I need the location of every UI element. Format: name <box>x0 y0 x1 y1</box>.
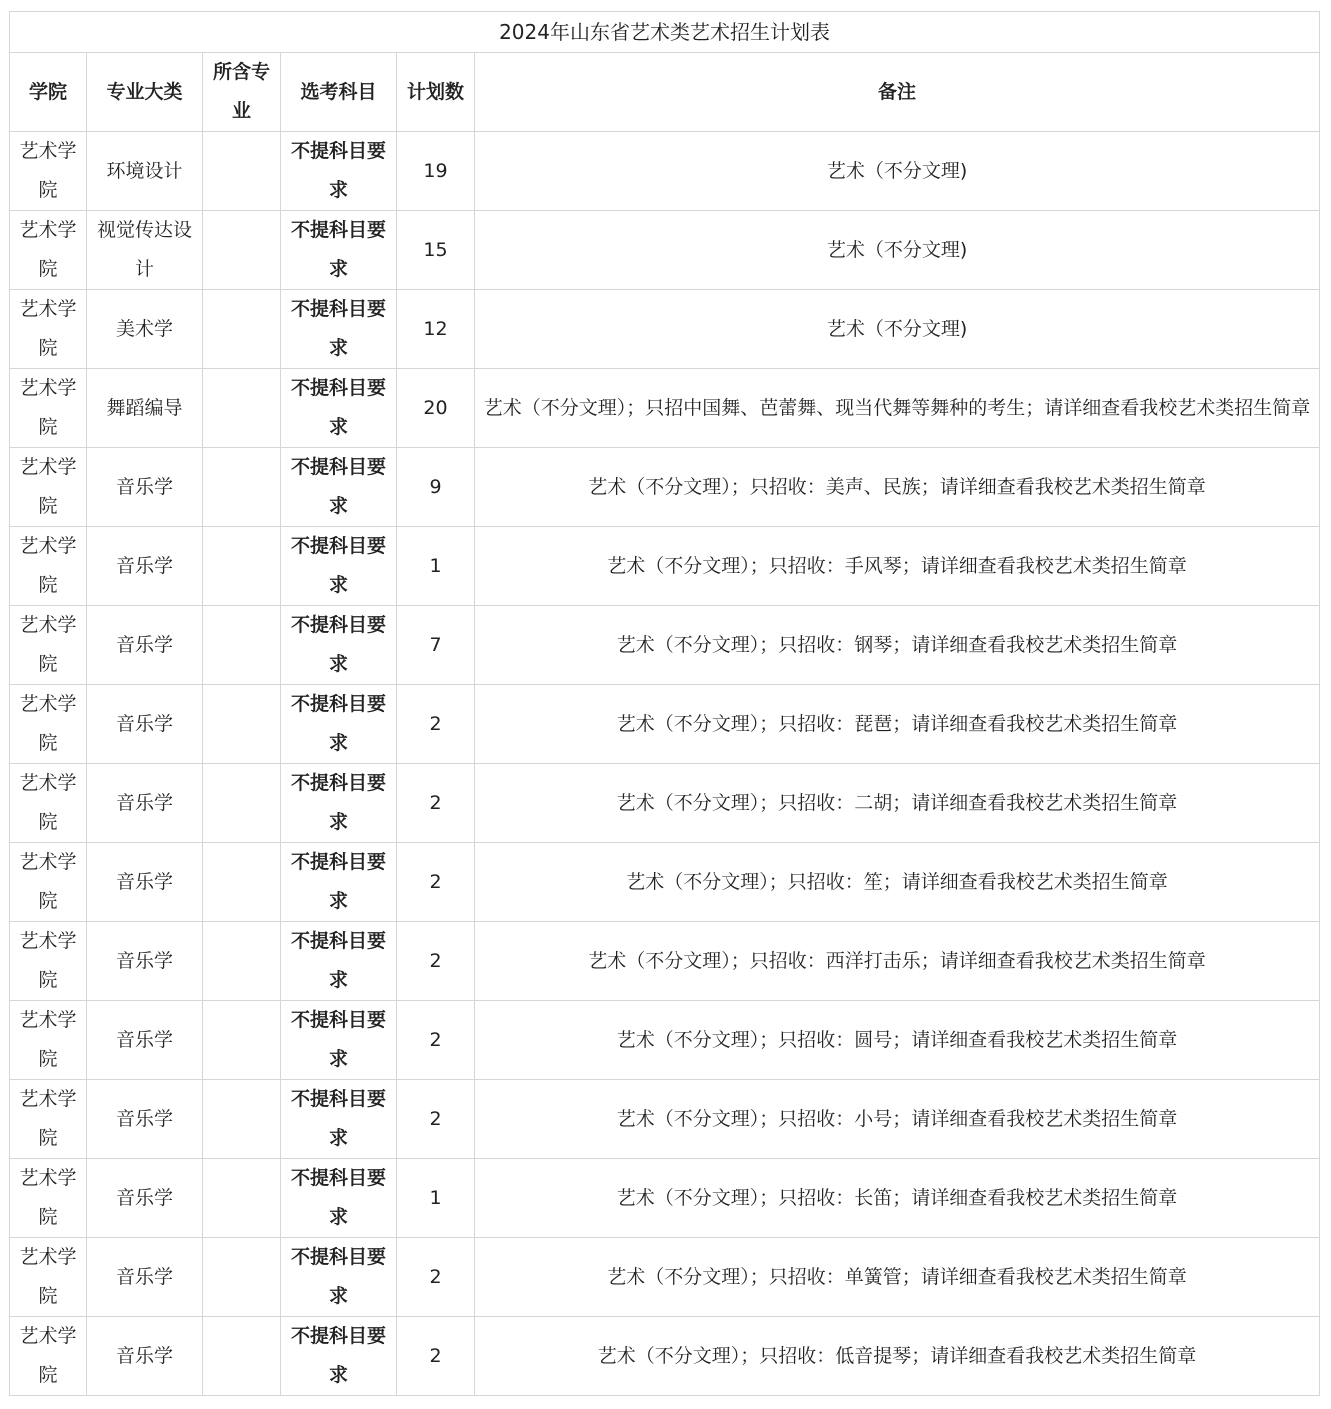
cell-major-category: 美术学 <box>87 290 203 369</box>
cell-major-category: 音乐学 <box>87 1080 203 1159</box>
cell-plan-count: 15 <box>397 211 475 290</box>
cell-notes: 艺术（不分文理）；只招收：笙；请详细查看我校艺术类招生简章 <box>475 843 1320 922</box>
cell-exam-subjects: 不提科目要求 <box>281 843 397 922</box>
cell-notes: 艺术（不分文理）；只招收：美声、民族；请详细查看我校艺术类招生简章 <box>475 448 1320 527</box>
cell-plan-count: 2 <box>397 1080 475 1159</box>
table-row <box>10 1317 1320 1396</box>
cell-notes: 艺术（不分文理) <box>475 132 1320 211</box>
cell-plan-count: 2 <box>397 843 475 922</box>
cell-exam-subjects: 不提科目要求 <box>281 922 397 1001</box>
cell-college: 艺术学院 <box>10 290 87 369</box>
cell-exam-subjects: 不提科目要求 <box>281 448 397 527</box>
cell-plan-count: 7 <box>397 606 475 685</box>
cell-notes: 艺术（不分文理）；只招收：西洋打击乐；请详细查看我校艺术类招生简章 <box>475 922 1320 1001</box>
cell-major-category: 音乐学 <box>87 1001 203 1080</box>
table-row <box>10 685 1320 764</box>
table-row <box>10 1080 1320 1159</box>
enrollment-plan-table <box>9 11 1320 1396</box>
cell-college: 艺术学院 <box>10 527 87 606</box>
cell-included-majors <box>203 290 281 369</box>
cell-notes: 艺术（不分文理）；只招收：单簧管；请详细查看我校艺术类招生简章 <box>475 1238 1320 1317</box>
cell-major-category: 视觉传达设计 <box>87 211 203 290</box>
cell-included-majors <box>203 369 281 448</box>
cell-notes: 艺术（不分文理）；只招收：手风琴；请详细查看我校艺术类招生简章 <box>475 527 1320 606</box>
cell-major-category: 音乐学 <box>87 606 203 685</box>
table-row <box>10 448 1320 527</box>
cell-plan-count: 2 <box>397 764 475 843</box>
cell-major-category: 音乐学 <box>87 764 203 843</box>
cell-plan-count: 9 <box>397 448 475 527</box>
header-included-majors: 所含专业 <box>203 53 281 132</box>
cell-included-majors <box>203 922 281 1001</box>
cell-major-category: 音乐学 <box>87 1238 203 1317</box>
cell-college: 艺术学院 <box>10 606 87 685</box>
cell-college: 艺术学院 <box>10 843 87 922</box>
cell-plan-count: 2 <box>397 1317 475 1396</box>
cell-exam-subjects: 不提科目要求 <box>281 1159 397 1238</box>
cell-notes: 艺术（不分文理）；只招收：低音提琴；请详细查看我校艺术类招生简章 <box>475 1317 1320 1396</box>
cell-major-category: 音乐学 <box>87 1159 203 1238</box>
cell-notes: 艺术（不分文理) <box>475 290 1320 369</box>
cell-exam-subjects: 不提科目要求 <box>281 527 397 606</box>
table-row <box>10 606 1320 685</box>
cell-college: 艺术学院 <box>10 1001 87 1080</box>
table-title-row <box>10 12 1320 53</box>
cell-college: 艺术学院 <box>10 685 87 764</box>
cell-notes: 艺术（不分文理）；只招收：圆号；请详细查看我校艺术类招生简章 <box>475 1001 1320 1080</box>
cell-exam-subjects: 不提科目要求 <box>281 764 397 843</box>
cell-plan-count: 2 <box>397 1001 475 1080</box>
cell-college: 艺术学院 <box>10 132 87 211</box>
cell-exam-subjects: 不提科目要求 <box>281 132 397 211</box>
cell-included-majors <box>203 1159 281 1238</box>
enrollment-plan-table-container <box>9 11 1319 1396</box>
table-row <box>10 922 1320 1001</box>
cell-plan-count: 1 <box>397 1159 475 1238</box>
cell-major-category: 音乐学 <box>87 922 203 1001</box>
cell-college: 艺术学院 <box>10 1238 87 1317</box>
table-row <box>10 1238 1320 1317</box>
cell-exam-subjects: 不提科目要求 <box>281 1238 397 1317</box>
table-row <box>10 1159 1320 1238</box>
cell-included-majors <box>203 132 281 211</box>
cell-included-majors <box>203 1001 281 1080</box>
table-row <box>10 132 1320 211</box>
cell-included-majors <box>203 1238 281 1317</box>
cell-major-category: 音乐学 <box>87 527 203 606</box>
table-row <box>10 211 1320 290</box>
cell-major-category: 舞蹈编导 <box>87 369 203 448</box>
table-row <box>10 527 1320 606</box>
cell-exam-subjects: 不提科目要求 <box>281 369 397 448</box>
cell-plan-count: 19 <box>397 132 475 211</box>
cell-included-majors <box>203 527 281 606</box>
table-row <box>10 1001 1320 1080</box>
cell-plan-count: 2 <box>397 1238 475 1317</box>
cell-notes: 艺术（不分文理）；只招收：长笛；请详细查看我校艺术类招生简章 <box>475 1159 1320 1238</box>
cell-notes: 艺术（不分文理）；只招中国舞、芭蕾舞、现当代舞等舞种的考生；请详细查看我校艺术类招生简章 <box>475 369 1320 448</box>
table-row <box>10 369 1320 448</box>
table-row <box>10 764 1320 843</box>
header-notes: 备注 <box>475 53 1320 132</box>
cell-major-category: 音乐学 <box>87 685 203 764</box>
cell-plan-count: 2 <box>397 685 475 764</box>
cell-included-majors <box>203 764 281 843</box>
table-header-row <box>10 53 1320 132</box>
cell-notes: 艺术（不分文理）；只招收：小号；请详细查看我校艺术类招生简章 <box>475 1080 1320 1159</box>
cell-included-majors <box>203 448 281 527</box>
cell-included-majors <box>203 685 281 764</box>
cell-college: 艺术学院 <box>10 211 87 290</box>
cell-exam-subjects: 不提科目要求 <box>281 606 397 685</box>
cell-major-category: 音乐学 <box>87 448 203 527</box>
table-row <box>10 843 1320 922</box>
table-title: 2024年山东省艺术类艺术招生计划表 <box>10 12 1320 53</box>
cell-college: 艺术学院 <box>10 922 87 1001</box>
cell-major-category: 环境设计 <box>87 132 203 211</box>
header-exam-subjects: 选考科目 <box>281 53 397 132</box>
cell-plan-count: 20 <box>397 369 475 448</box>
cell-college: 艺术学院 <box>10 448 87 527</box>
cell-included-majors <box>203 606 281 685</box>
cell-included-majors <box>203 211 281 290</box>
table-row <box>10 290 1320 369</box>
cell-college: 艺术学院 <box>10 1317 87 1396</box>
cell-exam-subjects: 不提科目要求 <box>281 290 397 369</box>
header-plan-count: 计划数 <box>397 53 475 132</box>
cell-notes: 艺术（不分文理）；只招收：琵琶；请详细查看我校艺术类招生简章 <box>475 685 1320 764</box>
cell-plan-count: 12 <box>397 290 475 369</box>
cell-exam-subjects: 不提科目要求 <box>281 1317 397 1396</box>
cell-major-category: 音乐学 <box>87 1317 203 1396</box>
cell-plan-count: 2 <box>397 922 475 1001</box>
cell-included-majors <box>203 843 281 922</box>
cell-exam-subjects: 不提科目要求 <box>281 1080 397 1159</box>
cell-college: 艺术学院 <box>10 764 87 843</box>
header-major-category: 专业大类 <box>87 53 203 132</box>
cell-included-majors <box>203 1080 281 1159</box>
cell-plan-count: 1 <box>397 527 475 606</box>
cell-college: 艺术学院 <box>10 1080 87 1159</box>
cell-included-majors <box>203 1317 281 1396</box>
cell-notes: 艺术（不分文理）；只招收：钢琴；请详细查看我校艺术类招生简章 <box>475 606 1320 685</box>
cell-notes: 艺术（不分文理) <box>475 211 1320 290</box>
cell-exam-subjects: 不提科目要求 <box>281 211 397 290</box>
cell-major-category: 音乐学 <box>87 843 203 922</box>
cell-exam-subjects: 不提科目要求 <box>281 685 397 764</box>
cell-college: 艺术学院 <box>10 1159 87 1238</box>
cell-exam-subjects: 不提科目要求 <box>281 1001 397 1080</box>
cell-college: 艺术学院 <box>10 369 87 448</box>
header-college: 学院 <box>10 53 87 132</box>
cell-notes: 艺术（不分文理）；只招收：二胡；请详细查看我校艺术类招生简章 <box>475 764 1320 843</box>
